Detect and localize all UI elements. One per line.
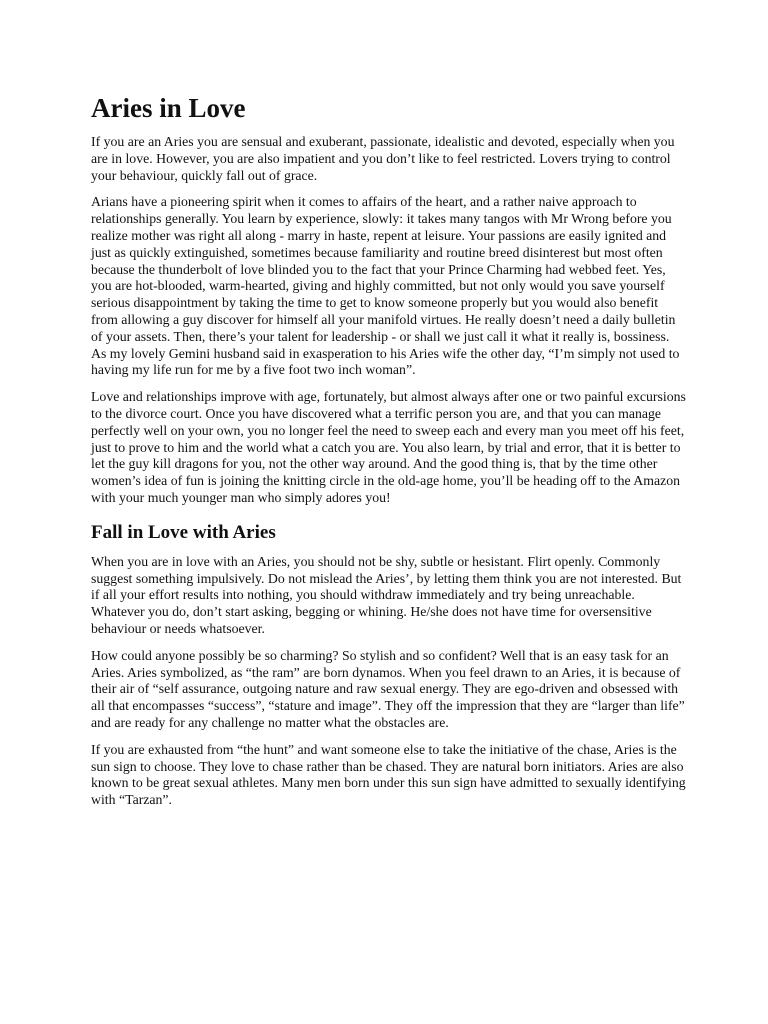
page-title: Aries in Love bbox=[91, 93, 246, 123]
paragraph: How could anyone possibly be so charming? So stylish and so confident? Well that is an easy task for an Aries. Aries symbolized, as “the ram” are born dynamos. When you feel drawn to an Aries, it is because of their air of “self assurance, outgoing nature and raw sexual energy. They are ego-driven and obsessed with all that encompasses “success”, “stature and image”. They off the impression that they are “larger than life” and are ready for any challenge no matter what the obstacles are. bbox=[91, 647, 685, 730]
paragraph: When you are in love with an Aries, you should not be shy, subtle or hesistant. Flirt openly. Commonly suggest something impulsively. Do not mislead the Aries’, by letting them think you are not interested. But if all your effort results into nothing, you should withdraw immediately and try being unreachable. Whatever you do, don’t start asking, begging or whining. He/she does not have time for oversensitive behaviour or needs whatsoever. bbox=[91, 553, 682, 636]
paragraph: If you are an Aries you are sensual and exuberant, passionate, idealistic and devoted, especially when you are in love. However, you are also impatient and you don’t like to feel restricted. Lovers trying to control your behaviour, quickly fall out of grace. bbox=[91, 134, 675, 183]
paragraph: If you are exhausted from “the hunt” and want someone else to take the initiative of the chase, Aries is the sun sign to choose. They love to chase rather than be chased. They are natural born initiators. Aries are also known to be great sexual athletes. Many men born under this sun sign have admitted to sexually identifying with “Tarzan”. bbox=[91, 741, 686, 808]
paragraph: Arians have a pioneering spirit when it comes to affairs of the heart, and a rather naive approach to relationships generally. You learn by experience, slowly: it takes many tangos with Mr Wrong before you realize mother was right all along - marry in haste, repent at leisure. Your passions are easily ignited and just as quickly extinguished, sometimes because familiarity and routine breed disinterest but most often because the thunderbolt of love blinded you to the fact that your Prince Charming had webbed feet. Yes, you are hot-blooded, warm-hearted, giving and highly committed, but not only would you save yourself serious disappointment by taking the time to get to know someone properly but you would also benefit from allowing a guy discover for himself all your manifold virtues. He really doesn’t need a daily bulletin of your assets. Then, there’s your talent for leadership - or shall we just call it what it really is, bossiness. As my lovely Gemini husband said in exasperation to his Aries wife the other day, “I’m simply not used to having my life run for me by a five foot two inch woman”. bbox=[91, 194, 680, 378]
section-heading: Fall in Love with Aries bbox=[91, 521, 276, 543]
document-page bbox=[91, 92, 687, 819]
paragraph: Love and relationships improve with age, fortunately, but almost always after one or two painful excursions to the divorce court. Once you have discovered what a terrific person you are, and that you can manage perfectly well on your own, you no longer feel the need to sweep each and every man you meet off his feet, just to prove to him and the world what a catch you are. You also learn, by trial and error, that it is better to let the guy kill dragons for you, not the other way around. And the good thing is, that by the time other women’s idea of fun is joining the knitting circle in the old-age home, you’ll be heading off to the Amazon with your much younger man who simply adores you! bbox=[91, 389, 686, 505]
